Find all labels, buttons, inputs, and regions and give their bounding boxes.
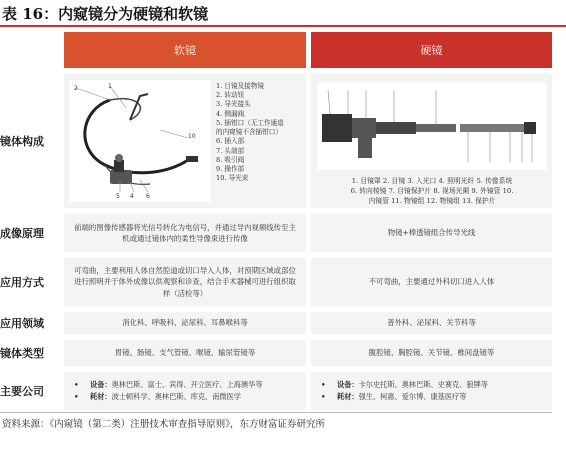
svg-text:10: 10 xyxy=(188,133,196,140)
table-title: 表 16：内窥镜分为硬镜和软镜 xyxy=(2,5,209,23)
row-label: 镜体构成 xyxy=(0,135,44,148)
legend-item: 6. 插入部 xyxy=(216,137,245,146)
source-rule xyxy=(0,412,552,413)
header-soft-scope: 软镜 xyxy=(64,32,306,68)
row-imaging xyxy=(0,214,552,252)
list-item xyxy=(74,379,296,391)
row-types xyxy=(0,340,552,366)
rigid-legend xyxy=(318,176,546,207)
legend-line: 6. 转向棱镜 7. 目镜保护片 8. 视场光阑 9. 外镜管 10. xyxy=(350,187,514,196)
rigid-imaging-cell: 物镜+棒透镜组合传导光线 xyxy=(311,214,552,252)
soft-imaging-cell: 前端的图像传感器将光信号转化为电信号，并通过导内视频线传至主机或通过镜体内的柔性导像束进行传像 xyxy=(64,214,306,252)
svg-text:1: 1 xyxy=(108,83,112,90)
item-text: 波士顿科学、奥林巴斯、库克、南微医学 xyxy=(111,392,241,401)
title-rule xyxy=(0,25,566,27)
item-text: 卡尔史托斯、奥林巴斯、史赛克、狼牌等 xyxy=(358,380,488,390)
row-application-method xyxy=(0,258,552,306)
rigid-endoscope-diagram xyxy=(318,82,546,170)
svg-text:5: 5 xyxy=(116,193,120,200)
soft-field-cell: 消化科、呼吸科、泌尿科、耳鼻喉科等 xyxy=(64,312,306,334)
rigid-application-cell: 不可弯曲，主要通过外科切口进入人体 xyxy=(311,258,552,306)
list-item xyxy=(321,391,542,403)
legend-line: 1. 目镜罩 2. 目镜 3. 入光口 4. 照明光纤 5. 传像系统 xyxy=(351,177,513,185)
list-item xyxy=(321,379,542,391)
list-item xyxy=(74,391,296,403)
row-label: 应用领域 xyxy=(0,317,44,330)
soft-types-cell: 胃镜、肠镜、支气管镜、喉镜、输尿管镜等 xyxy=(64,340,306,366)
source-note: 资料来源：《内窥镜（第二类）注册技术审查指导原则》，东方财富证券研究所 xyxy=(2,419,326,430)
rigid-types-cell: 腹腔镜、胸腔镜、关节镜、椎间盘镜等 xyxy=(311,340,552,366)
rigid-company-list xyxy=(321,379,542,402)
soft-endoscope-diagram xyxy=(70,80,210,202)
bullet: • xyxy=(321,392,326,401)
row-label: 主要公司 xyxy=(0,385,44,398)
item-kind: 设备： xyxy=(90,380,112,390)
legend-item: 1. 目镜及接物镜 xyxy=(216,82,264,90)
item-text: 强生、柯惠、爱尔博、康基医疗等 xyxy=(358,392,467,401)
item-text: 奥林巴斯、富士、宾得、开立医疗、上海澳华等 xyxy=(111,380,263,390)
rigid-companies-cell xyxy=(311,372,552,410)
row-companies xyxy=(0,372,552,410)
svg-text:4: 4 xyxy=(130,193,134,200)
bullet: • xyxy=(74,392,79,401)
legend-item: 4. 侧漏阀 xyxy=(216,109,245,118)
legend-item: 7. 头端部 xyxy=(216,146,245,155)
legend-item: 8. 吸引阀 xyxy=(216,155,245,164)
row-label: 镜体类型 xyxy=(0,347,44,360)
legend-item: 的内窥镜不含插钳口） xyxy=(216,128,282,137)
header-rigid-scope: 硬镜 xyxy=(311,32,552,68)
row-structure xyxy=(0,74,552,208)
svg-text:2: 2 xyxy=(74,85,78,92)
legend-item: 2. 转动钮 xyxy=(216,91,245,100)
row-label: 应用方式 xyxy=(0,276,44,289)
legend-item: 10. 导光束 xyxy=(216,174,249,183)
soft-company-list xyxy=(74,379,296,402)
soft-legend xyxy=(216,82,284,183)
item-kind: 耗材： xyxy=(90,392,112,401)
legend-line: 内镜管 11. 物镜组 12. 物镜组 13. 保护片 xyxy=(368,197,496,206)
item-kind: 设备： xyxy=(337,380,359,390)
legend-item: 9. 操作部 xyxy=(216,164,245,173)
legend-item: 3. 导光接头 xyxy=(216,100,251,109)
legend-item: 5. 插钳口（无工作通道 xyxy=(216,118,284,127)
row-field xyxy=(0,312,552,334)
rigid-field-cell: 普外科、泌尿科、关节科等 xyxy=(311,312,552,334)
soft-companies-cell xyxy=(64,372,306,410)
soft-application-cell: 可弯曲，主要利用人体自然腔道或切口导入人体，对预期区域或部位进行照明并于体外成像以供观察和诊查，结合手术器械可进行组织取样（活检等） xyxy=(64,258,306,306)
svg-text:6: 6 xyxy=(146,193,150,200)
bullet: • xyxy=(74,380,79,390)
bullet: • xyxy=(321,380,326,390)
item-kind: 耗材： xyxy=(337,392,359,401)
row-label: 成像原理 xyxy=(0,227,44,240)
